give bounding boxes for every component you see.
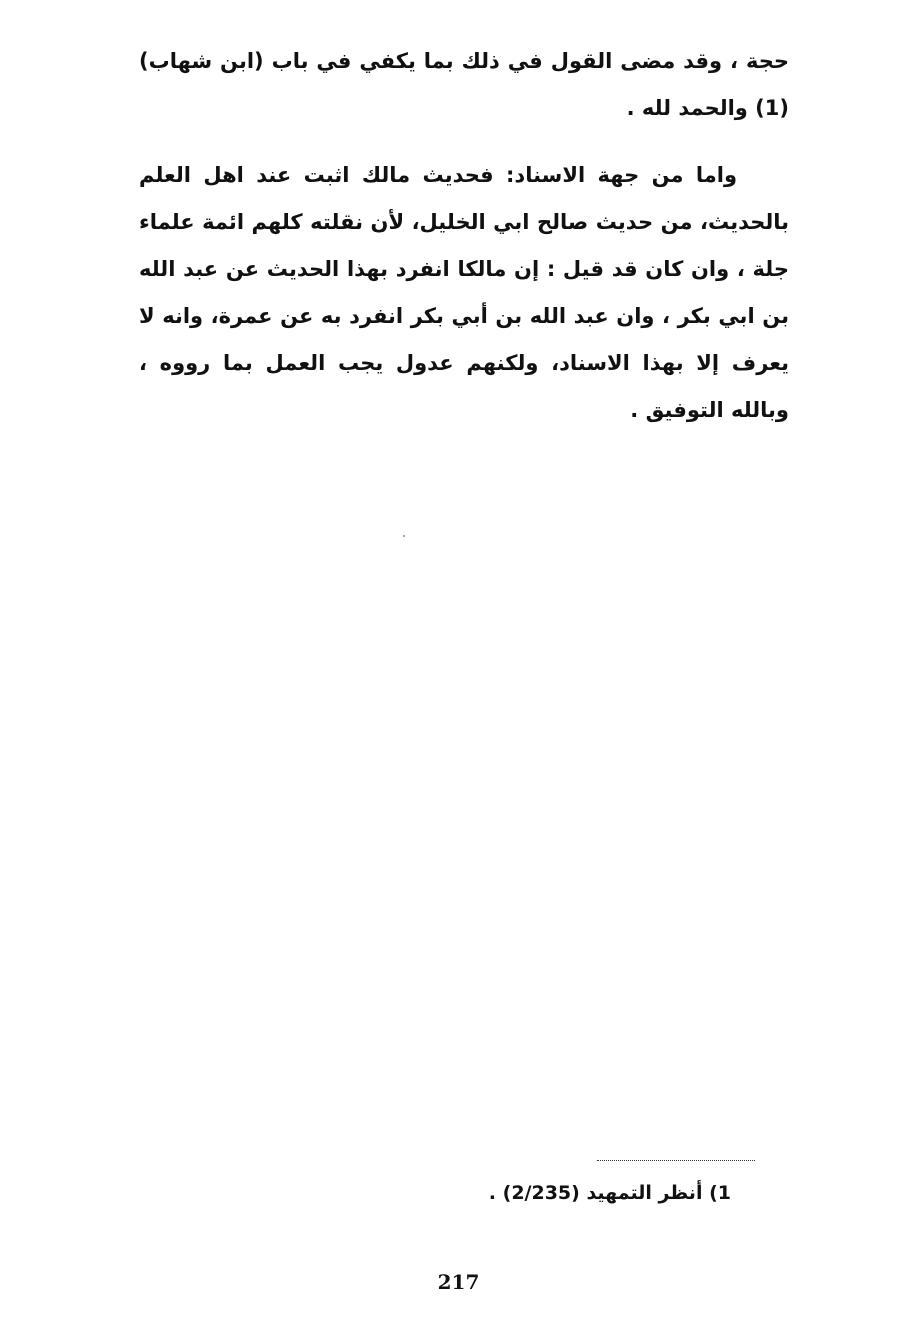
paragraph-1: حجة ، وقد مضى القول في ذلك بما يكفي في باب (ابن شهاب) (1) والحمد لله .	[139, 49, 789, 120]
footnote-separator	[597, 1160, 755, 1161]
footnote-1: 1) أنظر التمهيد (2/235) .	[488, 1182, 731, 1204]
print-speck	[403, 535, 405, 537]
page-number: 217	[437, 1270, 480, 1294]
paragraph-2: واما من جهة الاسناد: فحديث مالك اثبت عند اهل العلم بالحديث، من حديث صالح ابي الخليل، لأن نقلته كلهم ائمة علماء جلة ، وان كان قد قيل : إن مالكا انفرد بهذا الحديث عن عبد الله بن ابي بكر ، وان عبد الله بن أبي بكر انفرد به عن عمرة، وانه لا يعرف إلا بهذا الاسناد، ولكنهم عدول يجب العمل بما رووه ، وبالله التوفيق .	[139, 163, 789, 422]
